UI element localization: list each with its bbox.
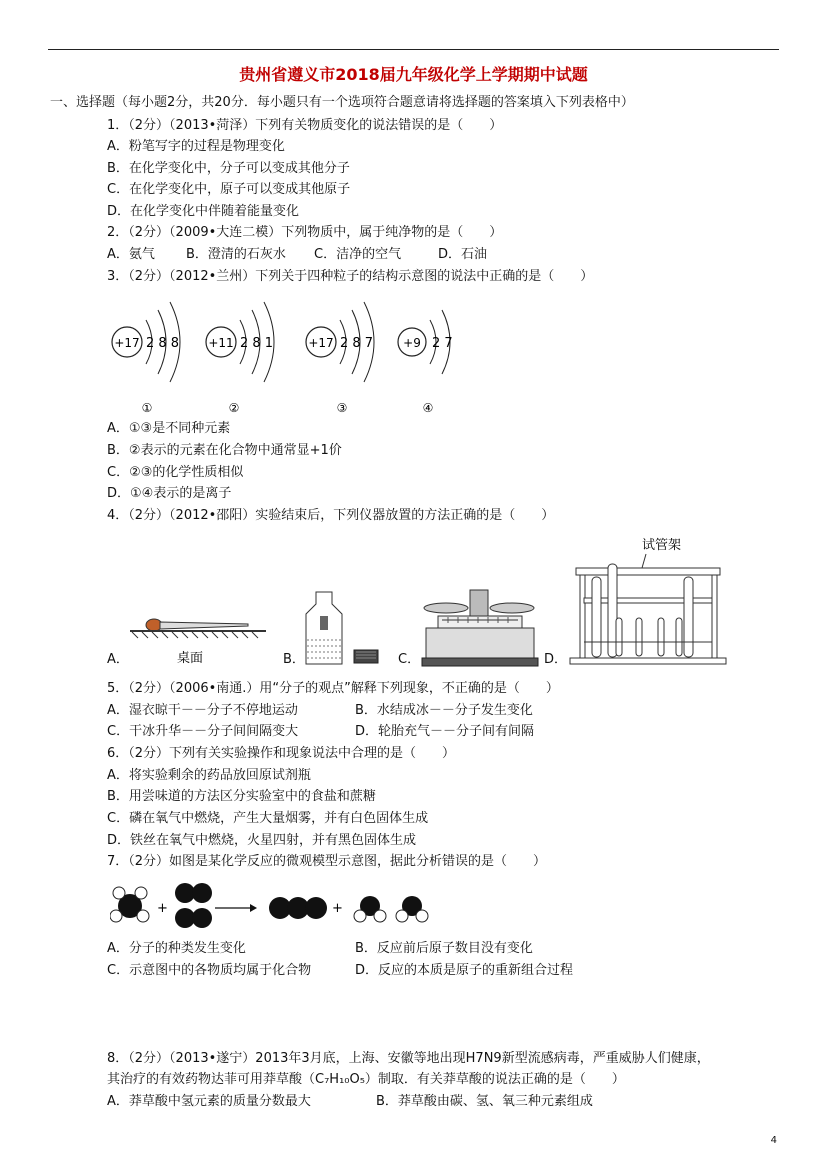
reactant-molecule-2 — [175, 883, 212, 928]
q6-option-a: A．将实验剩余的药品放回原试剂瓶 — [107, 768, 311, 783]
q6-stem: 6．（2分）下列有关实验操作和现象说法中合理的是（ ） — [107, 746, 456, 761]
q4-option-b: B． — [283, 652, 305, 667]
q8-option-a: A．莽草酸中氢元素的质量分数最大 — [107, 1094, 311, 1109]
q3-option-d: D．①④表示的是离子 — [107, 486, 232, 501]
q8-stem-line2: 其治疗的有效药物达菲可用莽草酸（C₇H₁₀O₅）制取．有关莽草酸的说法正确的是（ ） — [107, 1072, 625, 1087]
atom-label: ③ — [336, 401, 348, 415]
atom-diagram-4 — [398, 310, 453, 415]
q2-option-c: C．洁净的空气 — [314, 247, 402, 262]
q7-option-a: A．分子的种类发生变化 — [107, 941, 246, 956]
nucleus-label: +9 — [403, 336, 421, 350]
balance-scale-figure — [418, 586, 540, 668]
q6-option-b: B．用尝味道的方法区分实验室中的食盐和蔗糖 — [107, 789, 376, 804]
plus-sign: + — [157, 901, 168, 916]
reactant-molecule-1 — [110, 887, 149, 922]
reaction-arrow — [215, 904, 257, 912]
q4-option-a: A． — [107, 652, 129, 667]
table-surface — [130, 631, 266, 638]
reagent-bottle-figure — [298, 590, 388, 668]
atom-label: ② — [228, 401, 240, 415]
shell-electrons: 2 8 1 — [240, 336, 274, 351]
q3-option-b: B．②表示的元素在化合物中通常显+1价 — [107, 443, 342, 458]
q7-option-d: D．反应的本质是原子的重新组合过程 — [355, 963, 574, 978]
nucleus-label: +17 — [114, 336, 140, 350]
atom-label: ④ — [422, 401, 434, 415]
q5-option-a: A．湿衣晾干－－分子不停地运动 — [107, 703, 298, 718]
q1-option-b: B．在化学变化中，分子可以变成其他分子 — [107, 161, 350, 176]
header-rule — [48, 49, 779, 50]
shell-electrons: 2 8 8 — [146, 336, 180, 351]
q4-stem: 4．（2分）（2012•邵阳）实验结束后，下列仪器放置的方法正确的是（ ） — [107, 508, 555, 523]
q1-option-a: A．粉笔写字的过程是物理变化 — [107, 139, 285, 154]
q5-option-d: D．轮胎充气－－分子间有间隔 — [355, 724, 535, 739]
q1-stem: 1．（2分）（2013•菏泽）下列有关物质变化的说法错误的是（ ） — [107, 118, 503, 133]
q8-option-b: B．莽草酸由碳、氢、氧三种元素组成 — [376, 1094, 593, 1109]
balance-scale-icon — [422, 590, 538, 666]
q5-option-c: C．干冰升华－－分子间间隔变大 — [107, 724, 299, 739]
atom-diagram-1 — [112, 302, 180, 415]
rack-caption: 试管架 — [642, 538, 682, 553]
q2-option-d: D．石油 — [438, 247, 488, 262]
product-molecule-1 — [269, 897, 327, 919]
page-number: 4 — [770, 1135, 777, 1146]
reagent-bottle-icon — [306, 592, 342, 664]
nucleus-label: +11 — [208, 336, 234, 350]
q7-stem: 7．（2分）如图是某化学反应的微观模型示意图，据此分析错误的是（ ） — [107, 854, 547, 869]
section-heading: 一、选择题（每小题2分，共20分．每小题只有一个选项符合题意请将选择题的答案填入下列表格中） — [50, 95, 634, 110]
nucleus-label: +17 — [308, 336, 334, 350]
page-title: 贵州省遵义市2018届九年级化学上学期期中试题 — [239, 65, 588, 84]
plus-sign: + — [332, 901, 343, 916]
product-molecule-2 — [354, 896, 386, 922]
test-tube-rack-figure — [566, 534, 730, 668]
test-tube-rack-icon — [570, 564, 726, 664]
q3-option-c: C．②③的化学性质相似 — [107, 465, 244, 480]
stopper-icon — [354, 650, 378, 663]
q4-option-d: D． — [544, 652, 568, 667]
shell-electrons: 2 8 7 — [340, 336, 374, 351]
q6-option-d: D．铁丝在氧气中燃烧，火星四射，并有黑色固体生成 — [107, 833, 417, 848]
q7-option-b: B．反应前后原子数目没有变化 — [355, 941, 533, 956]
atom-diagram-2 — [206, 302, 274, 415]
product-molecule-3 — [396, 896, 428, 922]
q1-option-d: D．在化学变化中伴随着能量变化 — [107, 204, 300, 219]
q8-stem-line1: 8．（2分）（2013•遂宁）2013年3月底，上海、安徽等地出现H7N9新型流感病毒，严重威胁人们健康， — [107, 1051, 710, 1066]
q1-option-c: C．在化学变化中，原子可以变成其他原子 — [107, 182, 351, 197]
atom-label: ① — [141, 401, 153, 415]
table-caption: 桌面 — [176, 651, 204, 666]
q2-stem: 2．（2分）（2009•大连二模）下列物质中，属于纯净物的是（ ） — [107, 225, 503, 240]
q5-stem: 5．（2分）（2006•南通.）用“分子的观点”解释下列现象，不正确的是（ ） — [107, 681, 559, 696]
atom-diagram-3 — [306, 302, 374, 415]
shell-electrons: 2 7 — [432, 336, 453, 351]
q3-stem: 3．（2分）（2012•兰州）下列关于四种粒子的结构示意图的说法中正确的是（ ） — [107, 269, 594, 284]
q2-option-a: A．氨气 — [107, 247, 155, 262]
q2-option-b: B．澄清的石灰水 — [186, 247, 286, 262]
q3-option-a: A．①③是不同种元素 — [107, 421, 231, 436]
q4-option-c: C． — [398, 652, 421, 667]
dropper-icon — [146, 619, 248, 631]
q5-option-b: B．水结成冰－－分子发生变化 — [355, 703, 533, 718]
q6-option-c: C．磷在氧气中燃烧，产生大量烟雾，并有白色固体生成 — [107, 811, 429, 826]
reaction-model-diagram — [110, 878, 440, 930]
atomic-structure-diagrams — [100, 292, 480, 417]
dropper-on-table-figure — [128, 612, 268, 667]
q7-option-c: C．示意图中的各物质均属于化合物 — [107, 963, 312, 978]
